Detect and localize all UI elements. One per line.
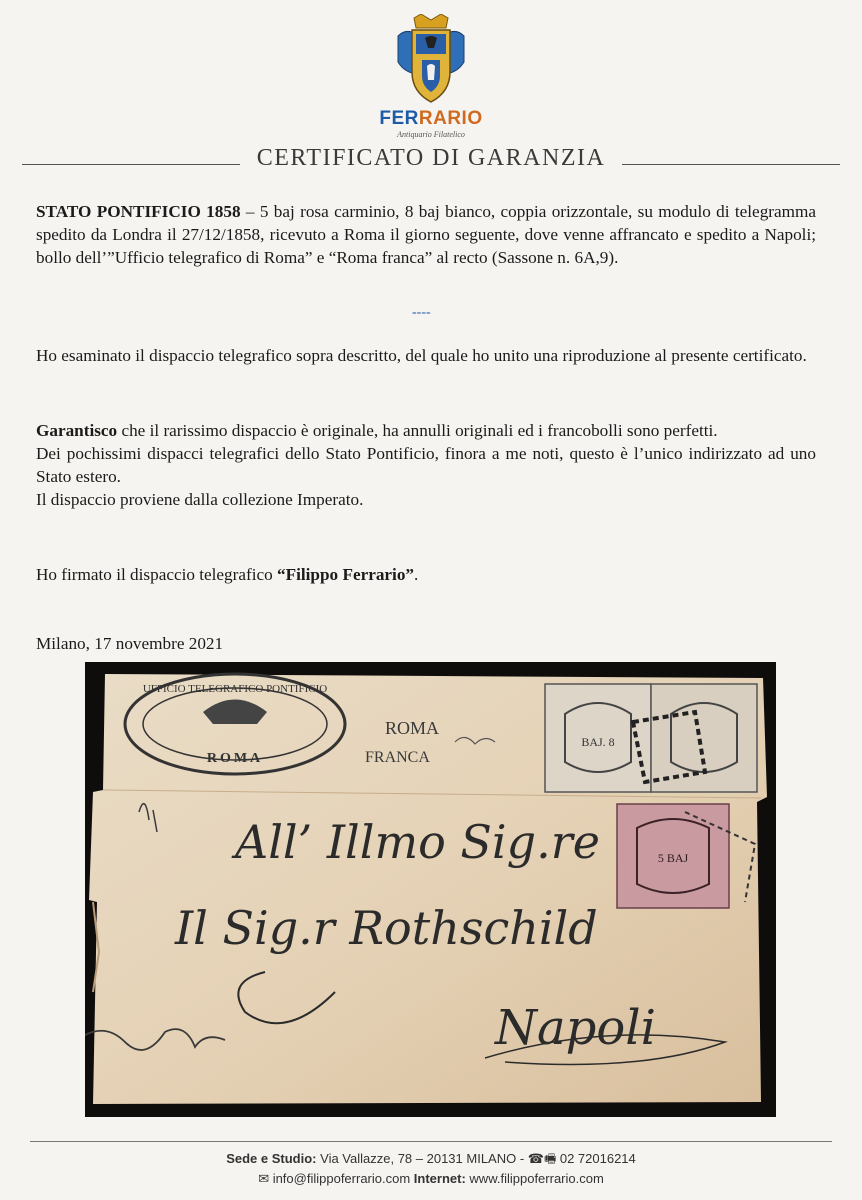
footer-website: www.filippoferrario.com	[469, 1171, 604, 1186]
title-rule-left	[22, 164, 240, 165]
handwritten-line-3: Napoli	[495, 1000, 656, 1056]
description-paragraph: STATO PONTIFICIO 1858 – 5 baj rosa carminio, 8 baj bianco, coppia orizzontale, su modulo di telegramma spedito da Londra il 27/12/1858, ricevuto a Roma il giorno seguente, dove venne affrancato e spedito a Napoli; bollo dell’”Ufficio telegrafico di Roma” e “Roma franca” al recto (Sassone n. 6A,9).	[36, 202, 817, 267]
stamp-8-baj-pair	[545, 684, 757, 792]
stamp-5-value: 5 BAJ	[657, 851, 689, 865]
ferrario-logo	[376, 14, 486, 139]
roma-franca-stamp-2: FRANCA	[365, 749, 430, 766]
telegram-photo	[85, 662, 776, 1117]
stamp-8-value: BAJ. 8	[581, 735, 615, 749]
guarantee-paragraph: Garantisco che il rarissimo dispaccio è originale, ha annulli originali ed i francobolli sono perfetti. Dei pochissimi dispacci telegrafici dello Stato Pontificio, finora a me noti, questo è l’unico indirizzato ad uno Stato estero. Il dispaccio proviene dalla collezione Imperato.	[36, 421, 816, 509]
certificate-title: CERTIFICATO DI GARANZIA	[256, 145, 606, 171]
handwritten-line-2: Il Sig.r Rothschild	[175, 901, 598, 955]
certificate-date: Milano, 17 novembre 2021	[36, 634, 224, 653]
footer-contacts: ✉ info@filippoferrario.com Internet: www.filippoferrario.com	[258, 1171, 604, 1186]
stamp-oval-top-text: UFFICIO TELEGRAFICO PONTIFICIO	[142, 683, 328, 695]
brand-tagline: Antiquario Filatelico	[397, 130, 465, 139]
brand-name: FERRARIO	[379, 108, 483, 129]
title-rule-right	[622, 164, 840, 165]
roma-franca-stamp-1: ROMA	[385, 718, 440, 738]
certificate-title-row	[22, 145, 840, 175]
footer-email: ✉ info@filippoferrario.com	[258, 1171, 411, 1186]
guarantee-lead: Garantisco	[36, 421, 118, 440]
examination-paragraph: Ho esaminato il dispaccio telegrafico sopra descritto, del quale ho unito una riproduzione al presente certificato.	[36, 346, 807, 365]
coat-of-arms-icon	[394, 14, 468, 106]
signature-statement: Ho firmato il dispaccio telegrafico “Filippo Ferrario”.	[36, 565, 419, 584]
footer-address: Sede e Studio: Via Vallazze, 78 – 20131 MILANO - ☎🖷 02 72016214	[226, 1151, 636, 1166]
separator: ----	[412, 305, 431, 320]
description-lead: STATO PONTIFICIO 1858	[36, 202, 241, 221]
handwritten-line-1: All’ Illmo Sig.re	[235, 815, 600, 869]
stamp-oval-bottom-text: ROMA	[206, 751, 264, 766]
footer-rule	[30, 1141, 832, 1142]
